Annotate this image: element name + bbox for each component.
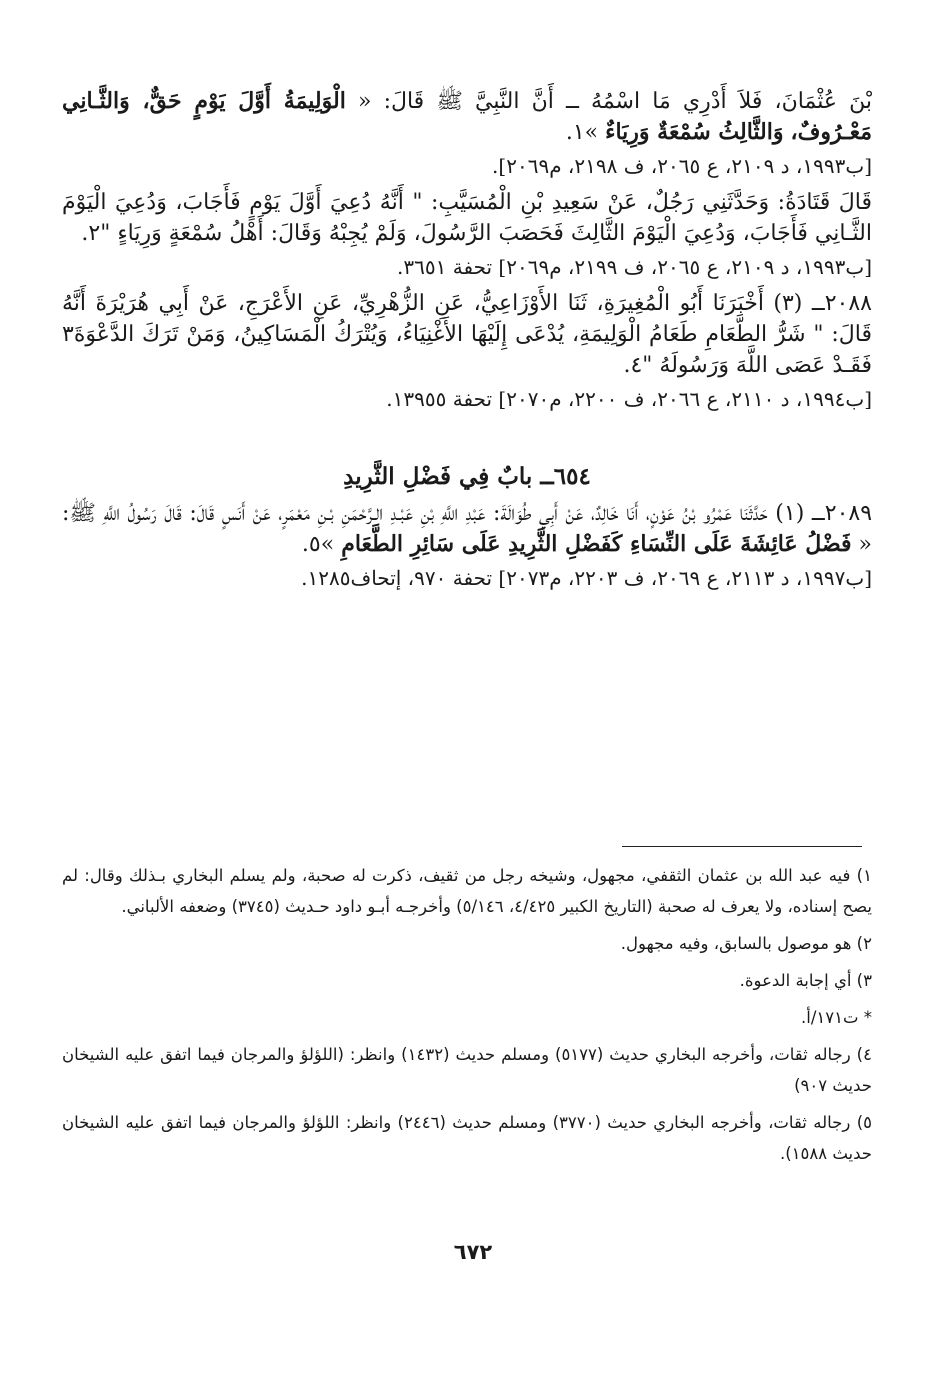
hadith-2088-text: ٢٠٨٨ــ (٣) أَخْبَرَنَا أَبُو الْمُغِيرَةِ، ثَنَا الأَوْزَاعِيُّ، عَنِ الزُّهْرِيِّ، عَنِ الأَعْرَجِ، عَنْ أَبِي هُرَيْرَةَ أَنَّهُ قَالَ: " شَرُّ الطَّعَامِ طَعَامُ الْوَلِيمَةِ، يُدْعَى إِلَيْهَا الأَغْنِيَاءُ، وَيُتْرَكُ الْمَسَاكِينُ، وَمَنْ تَرَكَ الدَّعْوَةَ٣ فَقَـدْ عَصَى اللَّهَ وَرَسُولَهُ "٤. (62, 291, 872, 378)
hadith-prev-intro: بْنَ عُثْمَانَ، فَلاَ أَدْرِي مَا اسْمُهُ ــ أَنَّ النَّبِيَّ ﷺ قَالَ: « (345, 89, 872, 114)
chapter-heading: ٦٥٤ــ بابٌ فِي فَضْلِ الثَّرِيدِ (343, 463, 591, 490)
footnote-3: ٣) أي إجابة الدعوة. (739, 971, 872, 990)
footnote-5: ٥) رجاله ثقات، وأخرجه البخاري حديث (٣٧٧٠) ومسلم حديث (٢٤٤٦) وانظر: اللؤلؤ والمرجان فيما اتفق عليه الشيخان حديث ١٥٨٨). (62, 1113, 873, 1163)
hadith-prev-reference: [ب١٩٩٣، د ٢١٠٩، ع ٢٠٦٥، ف ٢١٩٨، م٢٠٦٩]. (492, 154, 872, 178)
hadith-2089-reference: [ب١٩٩٧، د ٢١١٣، ع ٢٠٦٩، ف ٢٢٠٣، م٢٠٧٣] تحفة ٩٧٠، إتحاف١٢٨٥. (301, 566, 872, 590)
hadith-2089-isnad: ٢٠٨٩ــ (١) حَدَّثَنَا عَمْرُو بْنُ عَوْنٍ، أَنَا خَالِدٌ، عَنْ أَبِي طُوَالَةَ: عَبْدِ اللَّهِ بْنِ عَبْـدِ الـرَّحْمَنِ بْـنِ مَعْمَرٍ، عَنْ أَنَسٍ قَالَ: قَالَ رَسُولُ اللَّهِ ﷺ: « (62, 501, 873, 557)
qatada-narration: قَالَ قَتَادَةُ: وَحَدَّثَنِي رَجُلٌ، عَنْ سَعِيدِ بْنِ الْمُسَيَّبِ: " أَنَّهُ دُعِيَ أَوَّلَ يَوْمٍ فَأَجَابَ، وَدُعِيَ الْيَوْمَ الثَّـانِي فَأَجَابَ، وَدُعِيَ الْيَوْمَ الثَّالِثَ فَحَصَبَ الرَّسُولَ، وَلَمْ يُجِبْهُ وَقَالَ: أَهْلُ سُمْعَةٍ وَرِيَاءٍ "٢. (62, 190, 872, 246)
page-number: ٦٧٢ (453, 1240, 493, 1264)
hadith-2089-footnote-mark: »٥. (301, 532, 342, 557)
footnote-divider (622, 846, 862, 847)
hadith-prev-text (62, 86, 872, 148)
hadith-prev-matn-part1: الْوَلِيمَةُ أَوَّلَ يَوْمٍ حَقٌّ، وَالثَّـانِي مَعْـرُوفٌ، (62, 88, 872, 145)
footnotes (62, 860, 872, 1175)
footnote-1: ١) فيه عبد الله بن عثمان الثقفي، مجهول، وشيخه رجل من ثقيف، ذكرت له صحبة، ولم يسلم البخاري بـذلك وقال: لم يصح إسناده، ولا يعرف له صحبة (التاريخ الكبير ٤/٤٢٥، ٥/١٤٦) وأخرجـه أبـو داود حـديث (٣٧٤٥) وضعفه الألباني. (62, 866, 872, 916)
manuscript-folio-note: * ت١٧١/أ. (800, 1008, 872, 1027)
qatada-reference: [ب١٩٩٣، د ٢١٠٩، ع ٢٠٦٥، ف ٢١٩٩، م٢٠٦٩] تحفة ٣٦٥١. (397, 255, 872, 279)
footnote-4: ٤) رجاله ثقات، وأخرجه البخاري حديث (٥١٧٧) ومسلم حديث (١٤٣٢) وانظر: (اللؤلؤ والمرجان فيما اتفق عليه الشيخان حديث ٩٠٧) (62, 1045, 872, 1095)
footnote-2: ٢) هو موصول بالسابق، وفيه مجهول. (620, 934, 872, 953)
hadith-prev-matn-part2: وَالثَّالِثُ سُمْعَةٌ وَرِيَاءٌ (605, 119, 784, 145)
page-body (62, 86, 872, 599)
hadith-2089-matn: فَضْلُ عَائِشَةَ عَلَى النِّسَاءِ كَفَضْلِ الثَّرِيدِ عَلَى سَائِرِ الطَّعَامِ (341, 531, 852, 557)
hadith-2089-text (62, 498, 872, 560)
hadith-2088-reference: [ب١٩٩٤، د ٢١١٠، ع ٢٠٦٦، ف ٢٢٠٠، م٢٠٧٠] تحفة ١٣٩٥٥. (386, 387, 872, 411)
hadith-prev-footnote-mark: »١. (565, 120, 606, 145)
